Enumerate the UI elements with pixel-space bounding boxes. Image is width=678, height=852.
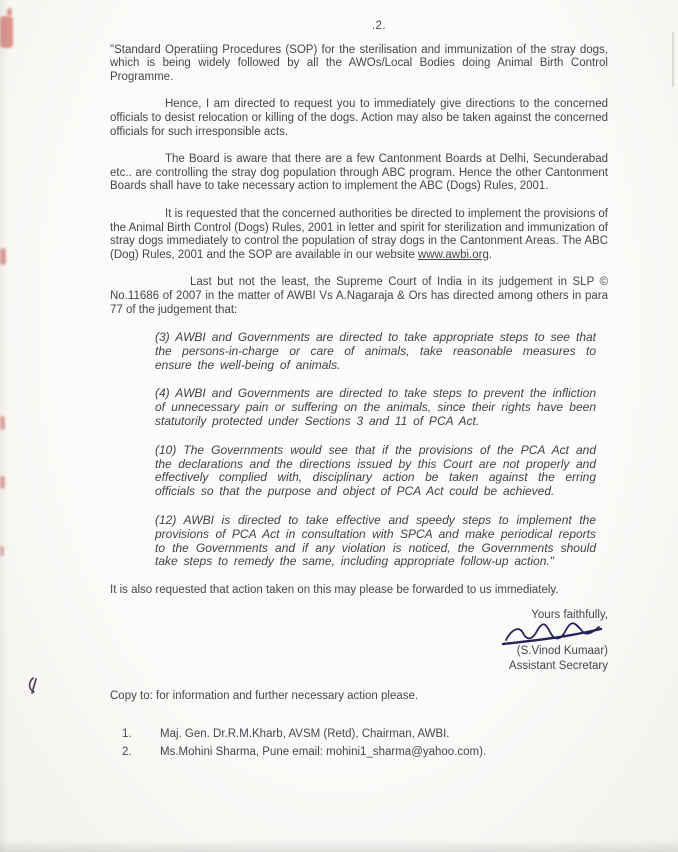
page-number: .2. [371, 20, 387, 32]
copy-to-item-number: 1. [122, 728, 132, 741]
copy-to-heading: Copy to: for information and further necessary action please. [110, 689, 419, 702]
copy-to-item-text: Maj. Gen. Dr.R.M.Kharb, AVSM (Retd), Chairman, AWBI. [160, 728, 450, 741]
scan-left-shadow [0, 0, 8, 852]
paragraph-sop: "Standard Operatiing Procedures (SOP) for the sterilisation and immunization of the stray dogs, which is being widely followed by all the AWOs/Local Bodies doing Animal Birth Control Programme. [110, 43, 608, 83]
signatory-name: (S.Vinod Kumaar) [516, 644, 608, 657]
salutation: Yours faithfully, [531, 608, 608, 621]
judgement-quote-12: (12) AWBI is directed to take effective and speedy steps to implement the provisions of PCA Act in consultation with SPCA and make periodical reports to the Governments and if any violation is noticed, the Governments should take steps to remedy the same, including appropriate follow-up action." [155, 513, 596, 569]
scan-bottom-shadow [0, 840, 678, 852]
paragraph-requested-text: It is requested that the concerned authorities be directed to implement the provisions of the Animal Birth Control (Dogs) Rules, 2001 in letter and spirit for sterilization and immunization of stray dogs immediately to control the population of stray dogs in the Cantonment Areas. The ABC (Dog) Rules, 2001 and the SOP are available in our website [110, 207, 609, 261]
judgement-quote-10: (10) The Governments would see that if the provisions of the PCA Act and the declarations and the directions issued by this Court are not properly and effectively complied with, disciplinary action be taken against the erring officials so that the purpose and object of PCA Act could be achieved. [155, 442, 596, 499]
awbi-website-link[interactable]: www.awbi.org [417, 248, 489, 261]
paragraph-supreme-court: Last but not the least, the Supreme Court of India in its judgement in SLP © No.11686 of 2007 in the matter of AWBI Vs A.Nagaraja & Ors has directed among others in para 77 of the judgement that: [110, 276, 608, 316]
copy-to-item [122, 727, 608, 743]
copy-to-item-text: Ms.Mohini Sharma, Pune email: mohini1_sharma@yahoo.com). [160, 745, 487, 758]
judgement-quote-4: (4) AWBI and Governments are directed to take steps to prevent the infliction of unnecessary pain or suffering on the animals, since their rights have been statutorily protected under Sections 3 and 11 of PCA Act. [155, 386, 596, 429]
signatory-title: Assistant Secretary [508, 659, 608, 672]
paragraph-requested-period: . [488, 248, 493, 261]
copy-to-section [110, 690, 608, 761]
handwritten-pen-mark [26, 676, 40, 696]
paragraph-cantonment-boards: The Board is aware that there are a few Cantonment Boards at Delhi, Secunderabad etc.. are controlling the stray dog population through ABC program. Hence the other Cantonment Boards shall have to take necessary action to implement the ABC (Dogs) Rules, 2001. [110, 153, 608, 193]
signature-block [110, 608, 608, 674]
scan-edge-line [672, 32, 674, 87]
closing-line: It is also requested that action taken on this may please be forwarded to us immediately. [110, 584, 559, 597]
judgement-quote-3: (3) AWBI and Governments are directed to take appropriate steps to see that the persons-in-charge or care of animals, take reasonable measures to ensure the well-being of animals. [155, 330, 596, 372]
copy-to-item-number: 2. [122, 745, 132, 758]
copy-to-item [122, 745, 608, 761]
paragraph-hence: Hence, I am directed to request you to immediately give directions to the concerned officials to desist relocation or killing of the dogs. Action may also be taken against the concerned officials for such irresponsible acts. [110, 98, 608, 138]
paragraph-requested [110, 208, 608, 262]
